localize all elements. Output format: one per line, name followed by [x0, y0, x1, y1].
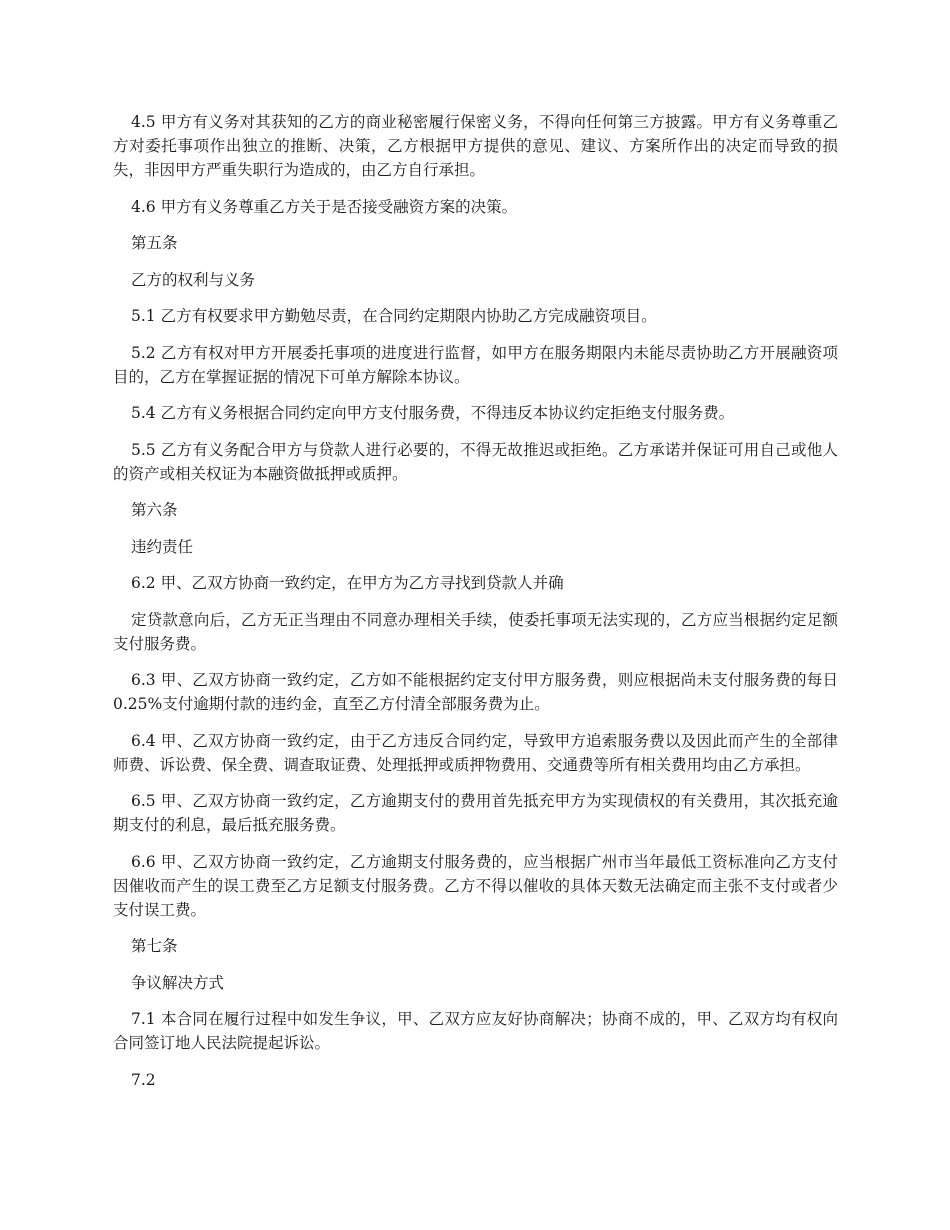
clause-5-2: 5.2 乙方有权对甲方开展委托事项的进度进行监督，如甲方在服务期限内未能尽责协助乙方开展融资项目的，乙方在掌握证据的情况下可单方解除本协议。: [113, 343, 838, 386]
article-6-heading: 第六条: [131, 501, 178, 519]
clause-5-5: 5.5 乙方有义务配合甲方与贷款人进行必要的，不得无故推迟或拒绝。乙方承诺并保证可用自己或他人的资产或相关权证为本融资做抵押或质押。: [113, 440, 838, 483]
clause-4-5: 4.5 甲方有义务对其获知的乙方的商业秘密履行保密义务，不得向任何第三方披露。甲方有义务尊重乙方对委托事项作出独立的推断、决策，乙方根据甲方提供的意见、建议、方案所作出的决定而导致的损失，非因甲方严重失职行为造成的，由乙方自行承担。: [113, 113, 838, 179]
clause-7-1: 7.1 本合同在履行过程中如发生争议，甲、乙双方应友好协商解决；协商不成的，甲、乙双方均有权向合同签订地人民法院提起诉讼。: [113, 1010, 838, 1052]
document-body: [113, 110, 838, 1104]
article-5-heading: 第五条: [131, 234, 178, 252]
clause-5-1: 5.1 乙方有权要求甲方勤勉尽责，在合同约定期限内协助乙方完成融资项目。: [131, 307, 657, 325]
article-7-heading: 第七条: [131, 937, 178, 955]
clause-6-3: 6.3 甲、乙双方协商一致约定，乙方如不能根据约定支付甲方服务费，则应根据尚未支付服务费的每日 0.25%支付逾期付款的违约金，直至乙方付清全部服务费为止。: [113, 671, 838, 713]
article-7-title: 争议解决方式: [131, 973, 225, 992]
clause-6-2-continued: 定贷款意向后，乙方无正当理由不同意办理相关手续，使委托事项无法实现的，乙方应当根据约定足额支付服务费。: [113, 610, 838, 653]
article-5-title: 乙方的权利与义务: [131, 270, 256, 289]
clause-5-4: 5.4 乙方有义务根据合同约定向甲方支付服务费，不得违反本协议约定拒绝支付服务费。: [131, 404, 735, 422]
clause-6-4: 6.4 甲、乙双方协商一致约定，由于乙方违反合同约定，导致甲方追索服务费以及因此而产生的全部律师费、诉讼费、保全费、调查取证费、处理抵押或质押物费用、交通费等所有相关费用均由乙方承担。: [113, 731, 838, 774]
clause-4-6: 4.6 甲方有义务尊重乙方关于是否接受融资方案的决策。: [131, 197, 518, 216]
article-6-title: 违约责任: [131, 537, 194, 556]
clause-6-2: 6.2 甲、乙双方协商一致约定，在甲方为乙方寻找到贷款人并确: [131, 574, 564, 592]
clause-6-5: 6.5 甲、乙双方协商一致约定，乙方逾期支付的费用首先抵充甲方为实现债权的有关费用，其次抵充逾期支付的利息，最后抵充服务费。: [113, 792, 838, 834]
clause-6-6: 6.6 甲、乙双方协商一致约定，乙方逾期支付服务费的，应当根据广州市当年最低工资标准向乙方支付因催收而产生的误工费至乙方足额支付服务费。乙方不得以催收的具体天数无法确定而主张不支付或者少支付误工费。: [113, 852, 838, 919]
clause-7-2: 7.2: [131, 1070, 156, 1089]
